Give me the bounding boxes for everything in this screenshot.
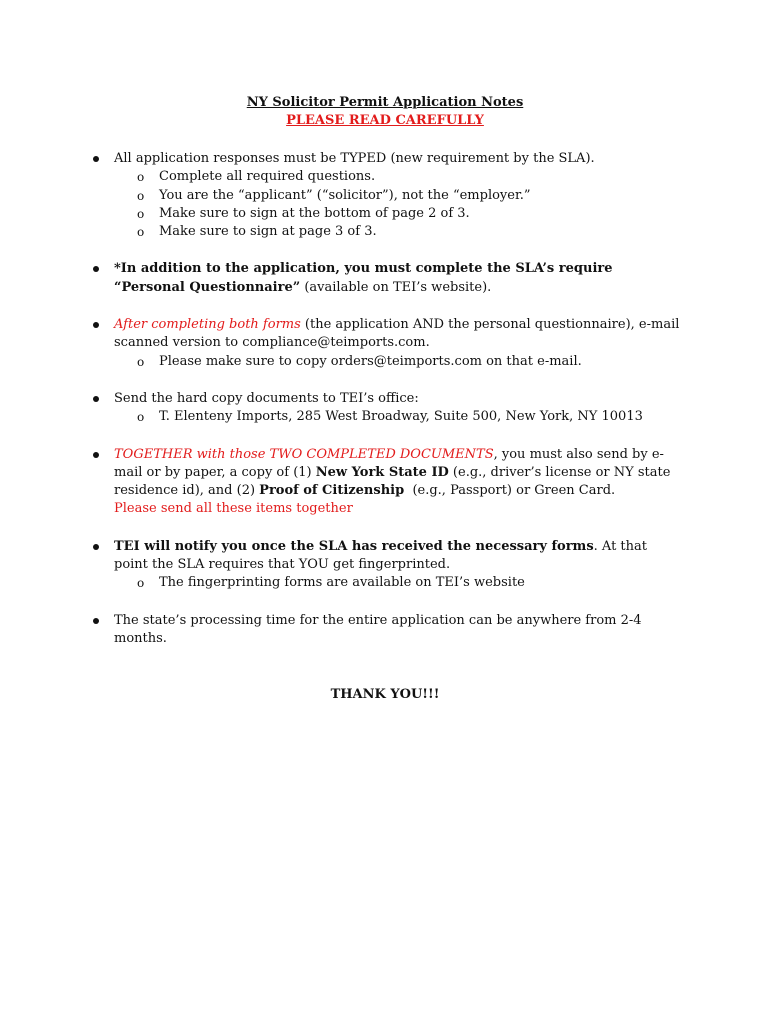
sub-list-item [0, 353, 770, 371]
emphasis-text: New York State ID [315, 464, 449, 480]
warning-text: Please send all these items together [114, 501, 353, 517]
circle-bullet-icon: o [137, 188, 145, 203]
document-body [0, 94, 770, 702]
emphasis-text: Proof of Citizenship [259, 483, 405, 499]
bullet-icon [92, 612, 100, 630]
circle-bullet-icon: o [137, 576, 145, 591]
circle-bullet-icon: o [137, 354, 145, 369]
list-item [0, 316, 770, 371]
sub-list-item-text: The fingerprinting forms are available on TEI’s website [159, 575, 525, 591]
list-item-text [114, 260, 684, 297]
sub-list-item-text: Make sure to sign at page 3 of 3. [159, 224, 377, 240]
list-item-text [114, 538, 684, 575]
highlight-text: TOGETHER with those TWO COMPLETED DOCUMENTS [114, 446, 494, 462]
closing-text: THANK YOU!!! [330, 687, 440, 702]
sub-list-item-text: You are the “applicant” (“solicitor”), not the “employer.” [159, 187, 531, 203]
bullet-icon [92, 316, 100, 334]
document-subtitle: PLEASE READ CAREFULLY [286, 113, 484, 128]
list-item [0, 390, 770, 427]
list-item [0, 150, 770, 241]
list-item [0, 612, 770, 649]
highlight-text: After completing both forms [114, 317, 301, 333]
body-text: . At that point the SLA requires that YOU get fingerprinted. [114, 538, 647, 573]
bullet-icon [92, 538, 100, 556]
bullet-icon [92, 446, 100, 464]
list-item-text [114, 446, 684, 519]
circle-bullet-icon: o [137, 206, 145, 221]
sub-list-item-text: Please make sure to copy orders@teimports.com on that e-mail. [159, 353, 582, 369]
document-title: NY Solicitor Permit Application Notes [246, 95, 524, 110]
bullet-icon [92, 260, 100, 278]
list-item-text: All application responses must be TYPED (new requirement by the SLA). [114, 151, 595, 166]
list-item-text: Send the hard copy documents to TEI’s office: [114, 390, 419, 406]
sub-list-item [0, 408, 770, 426]
body-text: (e.g., driver’s license or NY state residence id), and (2) [114, 464, 671, 499]
list-item-text: The state’s processing time for the entire application can be anywhere from 2-4 months. [114, 612, 642, 646]
sub-list-item-text: Complete all required questions. [159, 169, 376, 185]
bullet-icon [92, 390, 100, 408]
circle-bullet-icon: o [137, 170, 145, 185]
sub-list-item-text: T. Elenteny Imports, 285 West Broadway, Suite 500, New York, NY 10013 [159, 409, 643, 425]
emphasis-text: TEI will notify you once the SLA has received the necessary forms [114, 538, 594, 554]
sub-list-item [0, 574, 770, 592]
bullet-icon [92, 150, 100, 168]
emphasis-text: *In addition to the application, you must complete the SLA’s require “Personal Questionnaire” [114, 261, 613, 295]
body-text: (available on TEI’s website). [300, 279, 492, 295]
notes-list [0, 150, 770, 667]
list-item-text [114, 316, 684, 353]
sub-list-item [0, 205, 770, 223]
sub-list-item [0, 168, 770, 186]
list-item [0, 260, 770, 297]
body-text: (the application AND the personal questionnaire), e-mail scanned version to compliance@teimports.com. [114, 317, 680, 351]
circle-bullet-icon: o [137, 225, 145, 240]
circle-bullet-icon: o [137, 410, 145, 425]
body-text: , you must also send by e- mail or by paper, a copy of (1) [114, 446, 664, 480]
sub-list-item [0, 187, 770, 205]
sub-list-item-text: Make sure to sign at the bottom of page 2 of 3. [159, 205, 470, 221]
list-item [0, 538, 770, 593]
sub-list-item [0, 223, 770, 241]
list-item [0, 446, 770, 519]
body-text: (e.g., Passport) or Green Card. [404, 483, 616, 499]
